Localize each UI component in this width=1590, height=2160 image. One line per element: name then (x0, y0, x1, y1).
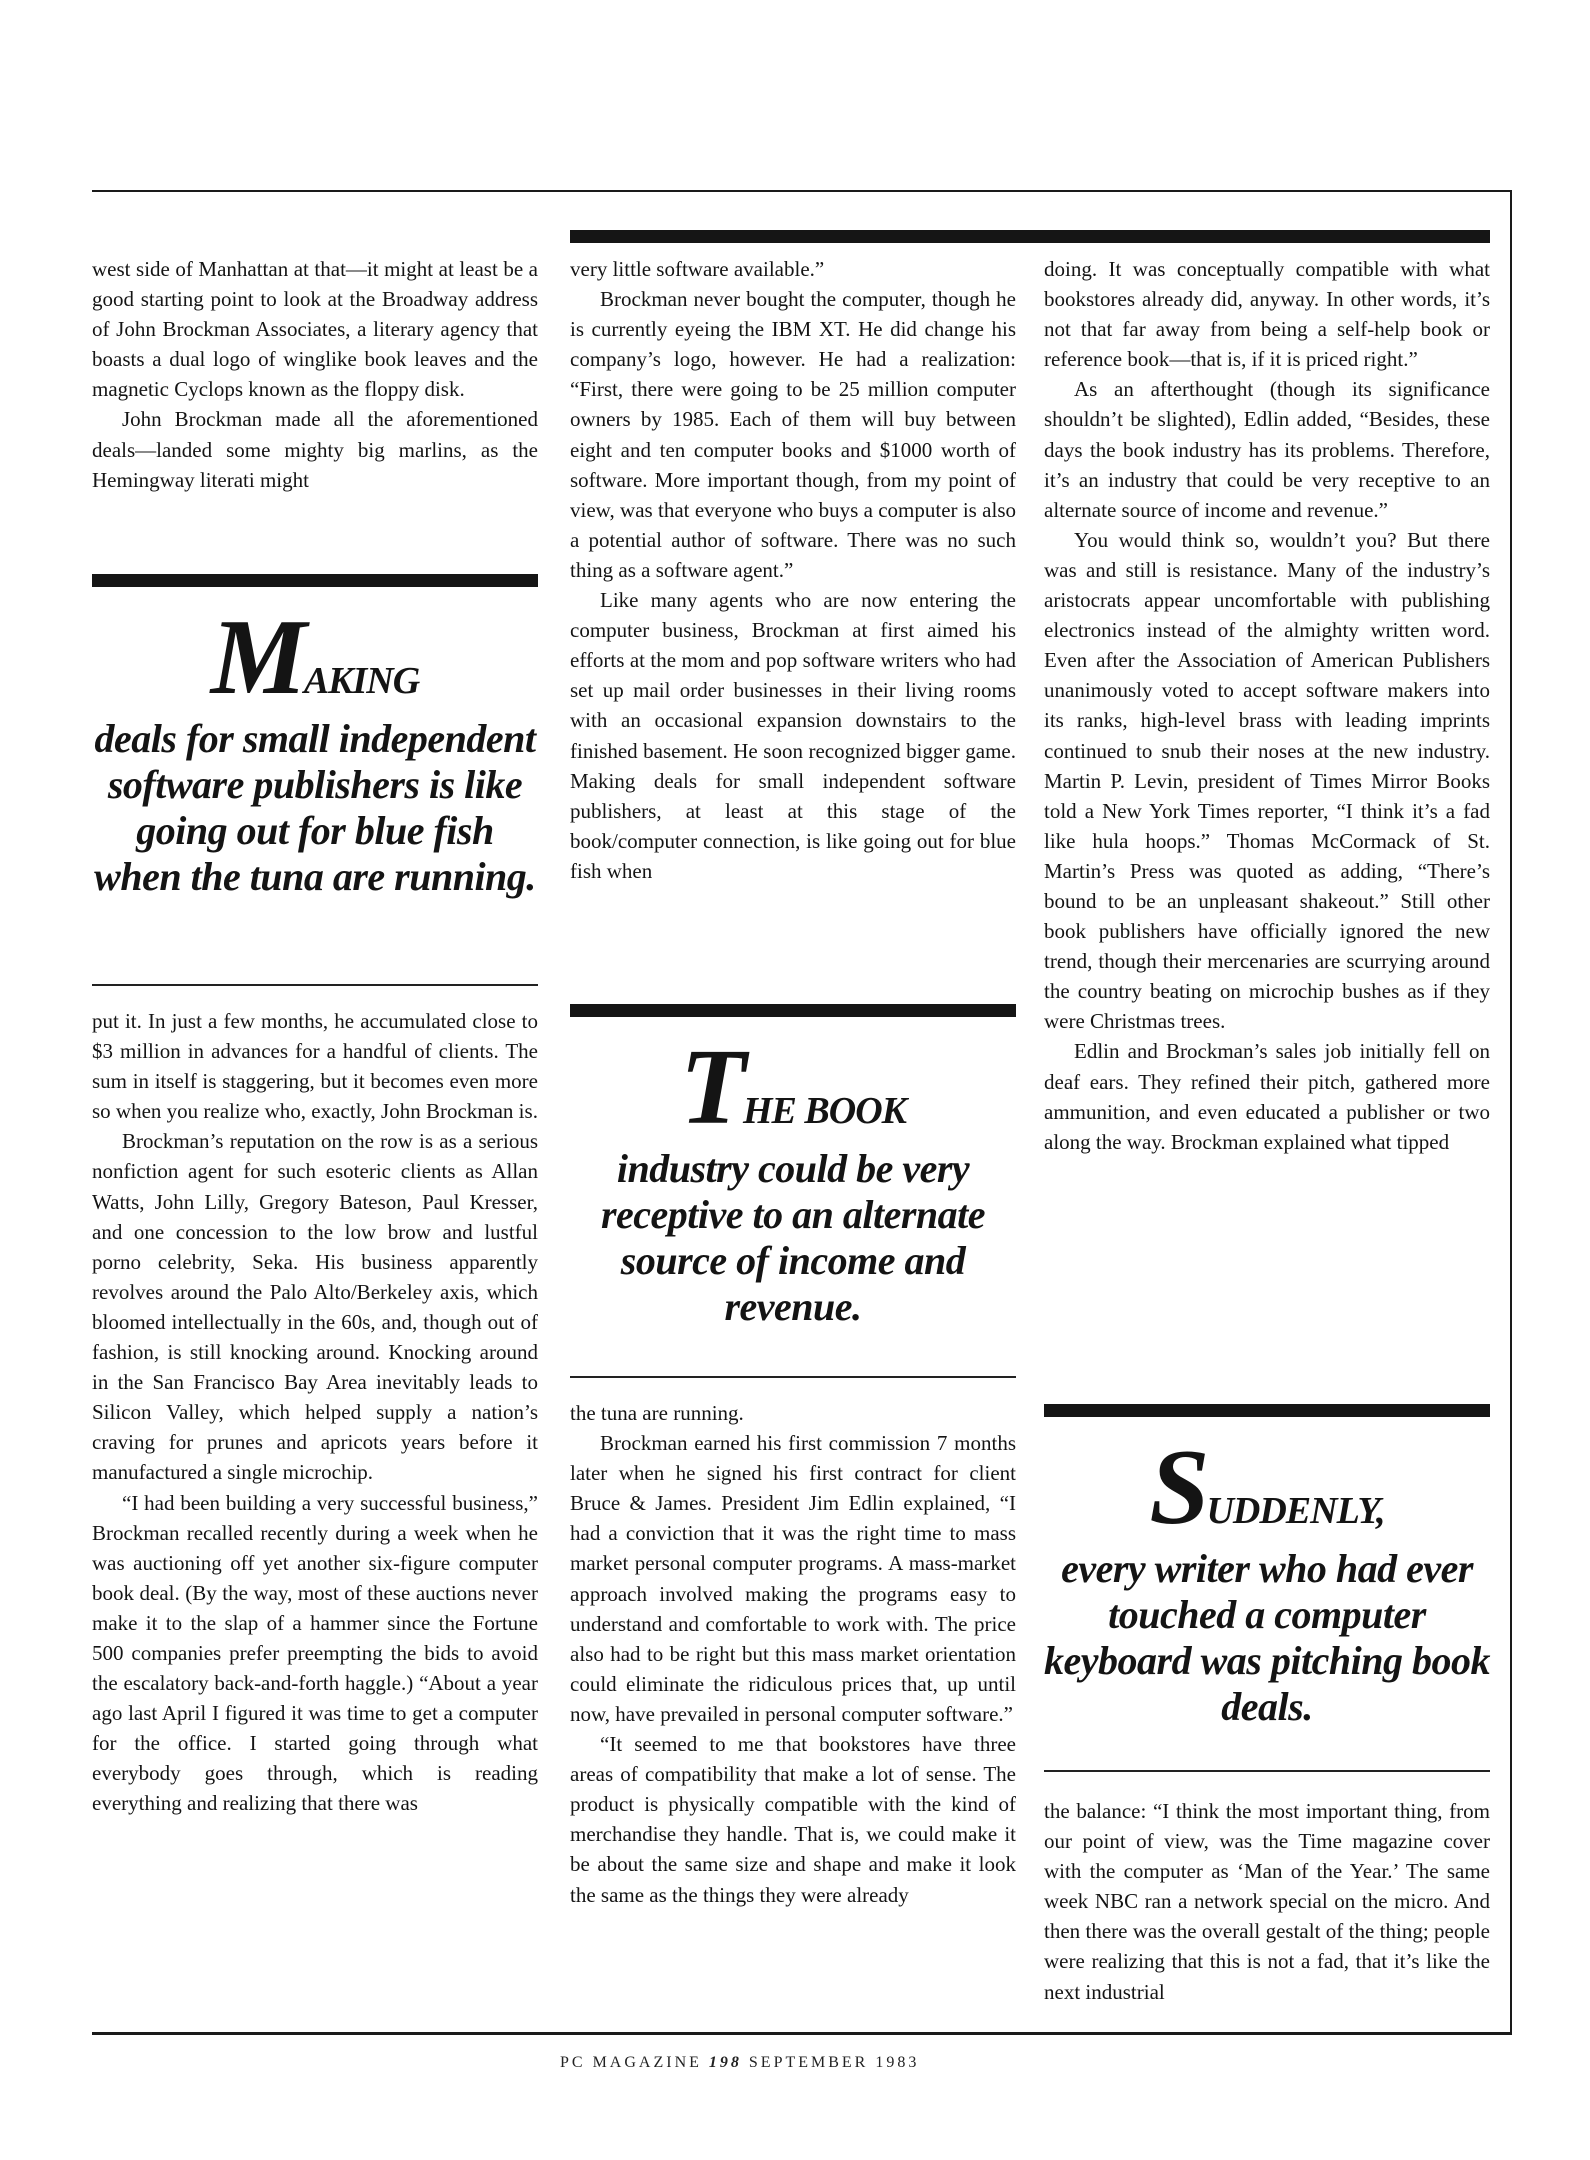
pullquote-heading-rest: HE BOOK (743, 1090, 906, 1132)
article-paragraph: Brockman never bought the computer, though he is currently eyeing the IBM XT. He did change his company’s logo, however. He had a realization: “First, there were going to be 25 million computer owners by 1985. Each of them will buy between eight and ten computer books and $1000 worth of software. More important though, from my point of view, was that everyone who buys a computer is also a potential author of software. There was no such thing as a software agent.” (570, 287, 1016, 582)
column-1-top (92, 254, 538, 495)
article-paragraph: “I had been building a very successful business,” Brockman recalled recently during a week when he was auctioning off yet another six-figure computer book deal. (By the way, most of these auctions never make it to the slap of a hammer since the Fortune 500 companies prefer preempting the bids to avoid the escalatory back-and-forth haggle.) “About a year ago last April I figured it was time to get a computer for the office. I started going through what everybody goes through, which is reading everything and realizing that there was (92, 1490, 538, 1816)
article-paragraph: west side of Manhattan at that—it might at least be a good starting point to look at the Broadway address of John Brockman Associates, a literary agency that boasts a dual logo of winglike book leaves and the magnetic Cyclops known as the floppy disk. (92, 257, 538, 402)
pullquote-text: every writer who had ever touched a computer keyboard was pitching book deals. (1044, 1546, 1490, 1729)
page-footer (560, 2054, 919, 2072)
column-2-bottom (570, 1398, 1016, 1910)
article-paragraph: As an afterthought (though its significance shouldn’t be slighted), Edlin added, “Besides, these days the book industry has its problems. Therefore, it’s an industry that could be very receptive to an alternate source of income and revenue.” (1044, 377, 1490, 522)
pullquote-making (92, 598, 538, 900)
article-paragraph: Like many agents who are now entering the computer business, Brockman at first aimed his efforts at the mom and pop software writers who had set up mail order businesses in their living rooms with an occasional expansion downstairs to the finished basement. He soon recognized bigger game. Making deals for small independent software publishers, at least at this stage of the book/computer connection, is like going out for blue fish when (570, 588, 1016, 883)
pullquote-heading (570, 1028, 1016, 1147)
page-frame-top-rule (92, 190, 1512, 192)
column-3-top (1044, 254, 1490, 1157)
page-frame-right-rule (1510, 190, 1512, 2034)
pullquote-text: industry could be very receptive to an alternate source of income and revenue. (600, 1146, 986, 1329)
column-1-bottom (92, 1006, 538, 1819)
pullquote-bottom-rule (570, 1376, 1016, 1378)
pullquote-suddenly (1044, 1428, 1490, 1730)
drop-cap: T (680, 1028, 743, 1147)
article-paragraph: the tuna are running. (570, 1401, 744, 1425)
pullquote-top-rule (570, 1004, 1016, 1017)
article-paragraph: Brockman earned his first commission 7 months later when he signed his first contract for client Bruce & James. President Jim Edlin explained, “I had a conviction that it was the right time to mass market personal computer programs. A mass-market approach involved making the programs easy to understand and comfortable to work with. The price also had to be right but this mass market orientation could eliminate the ridiculous prices that, up until now, have prevailed in personal computer software.” (570, 1431, 1016, 1726)
column-3-bottom (1044, 1796, 1490, 2007)
article-paragraph: John Brockman made all the aforementioned deals—landed some mighty big marlins, as the Hemingway literati might (92, 407, 538, 492)
article-paragraph: Edlin and Brockman’s sales job initially fell on deaf ears. They refined their pitch, gathered more ammunition, and even educated a publisher or two along the way. Brockman explained what tipped (1044, 1039, 1490, 1154)
footer-issue-date: SEPTEMBER 1983 (748, 2054, 920, 2071)
pullquote-top-rule (92, 574, 538, 587)
article-paragraph: “It seemed to me that bookstores have three areas of compatibility that make a lot of sense. The product is physically compatible with the kind of merchandise they handle. That is, we could make it be about the same size and shape and make it look the same as the things they were already (570, 1732, 1016, 1907)
footer-page-number: 198 (708, 2054, 742, 2071)
pullquote-book (570, 1028, 1016, 1330)
article-paragraph: doing. It was conceptually compatible with what bookstores already did, anyway. In other words, it’s not that far away from being a self-help book or reference book—that is, if it is priced right.” (1044, 257, 1490, 372)
pullquote-text: deals for small independent software publishers is like going out for blue fish when the tuna are running. (94, 716, 536, 899)
footer-magazine-name: PC MAGAZINE (560, 2054, 702, 2071)
pullquote-top-rule (1044, 1404, 1490, 1417)
pullquote-heading (1044, 1428, 1490, 1547)
drop-cap: M (210, 598, 304, 717)
pullquote-bottom-rule (1044, 1770, 1490, 1772)
article-paragraph: the balance: “I think the most important thing, from our point of view, was the Time magazine cover with the computer as ‘Man of the Year.’ The same week NBC ran a network special on the micro. And then there was the overall gestalt of the thing; people were realizing that this is not a fad, that it’s like the next industrial (1044, 1799, 1490, 2004)
drop-cap: S (1149, 1428, 1207, 1547)
column-2-top (570, 254, 1016, 886)
column-2-header-rule (570, 230, 1490, 243)
pullquote-bottom-rule (92, 984, 538, 986)
pullquote-heading-rest: AKING (303, 660, 420, 702)
pullquote-heading (92, 598, 538, 717)
article-paragraph: You would think so, wouldn’t you? But there was and still is resistance. Many of the industry’s aristocrats appear uncomfortable with publishing electronics instead of the almighty written word. Even after the Association of American Publishers unanimously voted to accept software makers into its ranks, high-level brass with leading imprints continued to snub their noses at the new industry. Martin P. Levin, president of Times Mirror Books told a New York Times reporter, “I think it’s a fad like hula hoops.” Thomas McCormack of St. Martin’s Press was quoted as adding, “There’s bound to be an unpleasant shakeout.” Still other book publishers have officially ignored the new trend, though their mercenaries are scurrying around the country beating on microchip bushes as if they were Christmas trees. (1044, 527, 1490, 1034)
page-frame-bottom-rule (92, 2032, 1512, 2035)
article-paragraph: very little software available.” (570, 257, 825, 281)
article-paragraph: put it. In just a few months, he accumulated close to $3 million in advances for a handful of clients. The sum in itself is staggering, but it becomes even more so when you realize who, exactly, John Brockman is. (92, 1009, 538, 1124)
pullquote-heading-rest: UDDENLY, (1206, 1490, 1385, 1532)
article-paragraph: Brockman’s reputation on the row is as a serious nonfiction agent for such esoteric clients as Allan Watts, John Lilly, Gregory Bateson, Paul Kresser, and one concession to the low brow and lustful porno celebrity, Seka. His business apparently revolves around the Palo Alto/Berkeley axis, which bloomed intellectually in the 60s, and, though out of fashion, is still knocking around. Knocking around in the San Francisco Bay Area inevitably leads to Silicon Valley, which helped supply a nation’s craving for prunes and apricots years before it manufactured a single microchip. (92, 1129, 538, 1485)
